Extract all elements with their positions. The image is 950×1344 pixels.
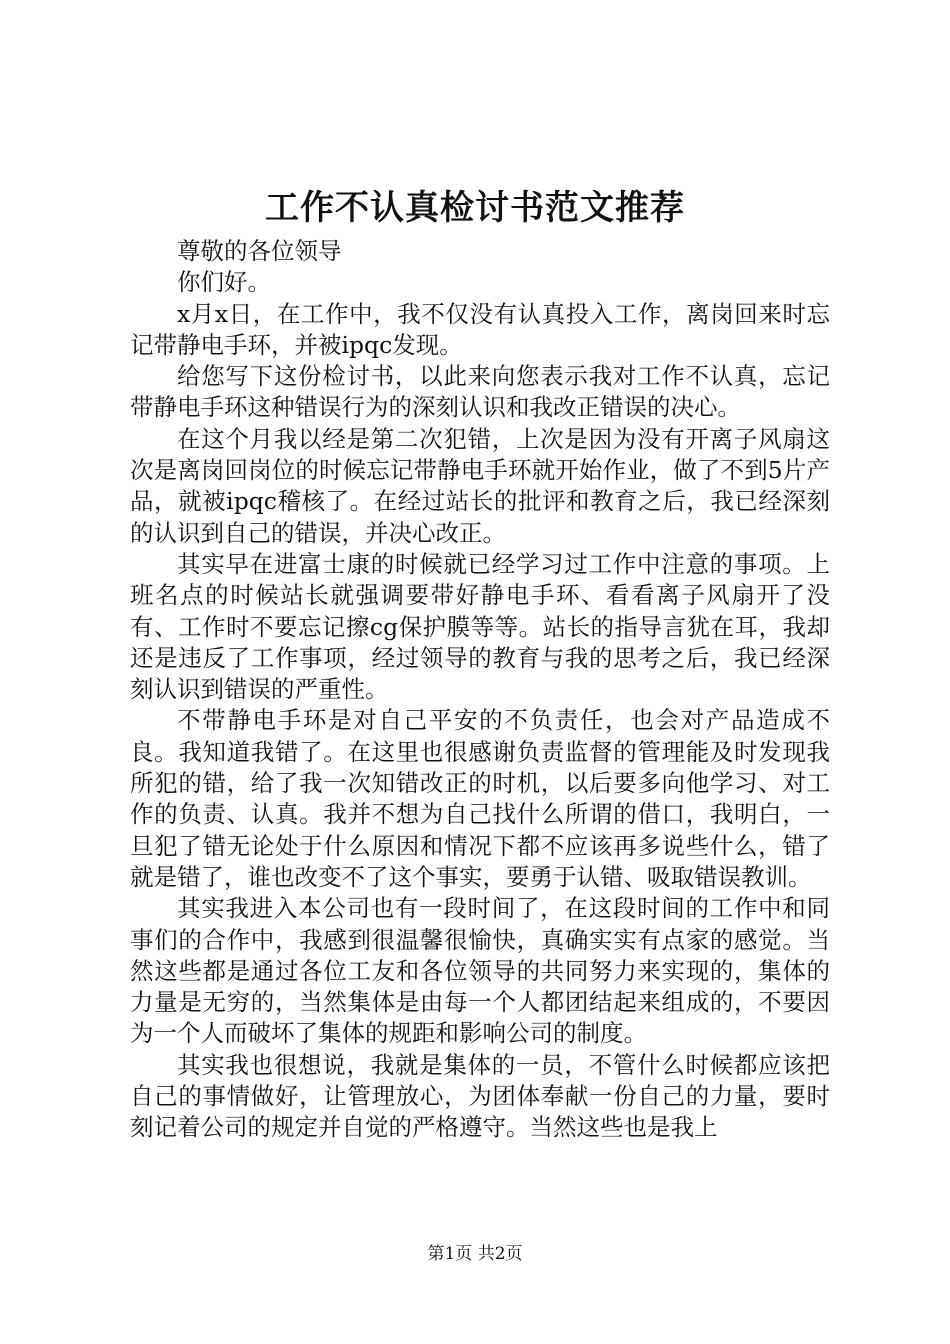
paragraph: 不带静电手环是对自己平安的不负责任，也会对产品造成不良。我知道我错了。在这里也很感谢负责监督的管理能及时发现我所犯的错，给了我一次知错改正的时机，以后要多向他学习、对工作的负责、认真。我并不想为自己找什么所谓的借口，我明白，一旦犯了错无论处于什么原因和情况下都不应该再多说些什么，错了就是错了，谁也改变不了这个事实，要勇于认错、吸取错误教训。 [130, 706, 830, 891]
page-number-footer: 第1页 共2页 [427, 1244, 523, 1264]
paragraph: x月x日，在工作中，我不仅没有认真投入工作，离岗回来时忘记带静电手环，并被ipqc发现。 [130, 299, 830, 359]
paragraph: 在这个月我以经是第二次犯错，上次是因为没有开离子风扇这次是离岗回岗位的时候忘记带静电手环就开始作业，做了不到5片产品，就被ipqc稽核了。在经过站长的批评和教育之后，我已经深刻的认识到自己的错误，并决心改正。 [130, 424, 830, 547]
salutation: 尊敬的各位领导 [177, 237, 342, 265]
greeting: 你们好。 [177, 268, 271, 297]
paragraph: 其实早在进富士康的时候就已经学习过工作中注意的事项。上班名点的时候站长就强调要带好静电手环、看看离子风扇开了没有、工作时不要忘记擦cg保护膜等等。站长的指导言犹在耳，我却还是违反了工作事项，经过领导的教育与我的思考之后，我已经深刻认识到错误的严重性。 [130, 549, 830, 704]
paragraph: 其实我进入本公司也有一段时间了，在这段时间的工作中和同事们的合作中，我感到很温馨很愉快，真确实实有点家的感觉。当然这些都是通过各位工友和各位领导的共同努力来实现的，集体的力量是无穷的，当然集体是由每一个人都团结起来组成的，不要因为一个人而破坏了集体的规距和影响公司的制度。 [130, 894, 830, 1048]
document-body [130, 236, 830, 1144]
paragraph: 其实我也很想说，我就是集体的一员，不管什么时候都应该把自己的事情做好，让管理放心，为团体奉献一份自己的力量，要时刻记着公司的规定并自觉的严格遵守。当然这些也是我上 [130, 1050, 830, 1142]
page-title: 工作不认真检讨书范文推荐 [265, 188, 685, 228]
paragraph: 给您写下这份检讨书，以此来向您表示我对工作不认真，忘记带静电手环这种错误行为的深刻认识和我改正错误的决心。 [130, 362, 830, 422]
